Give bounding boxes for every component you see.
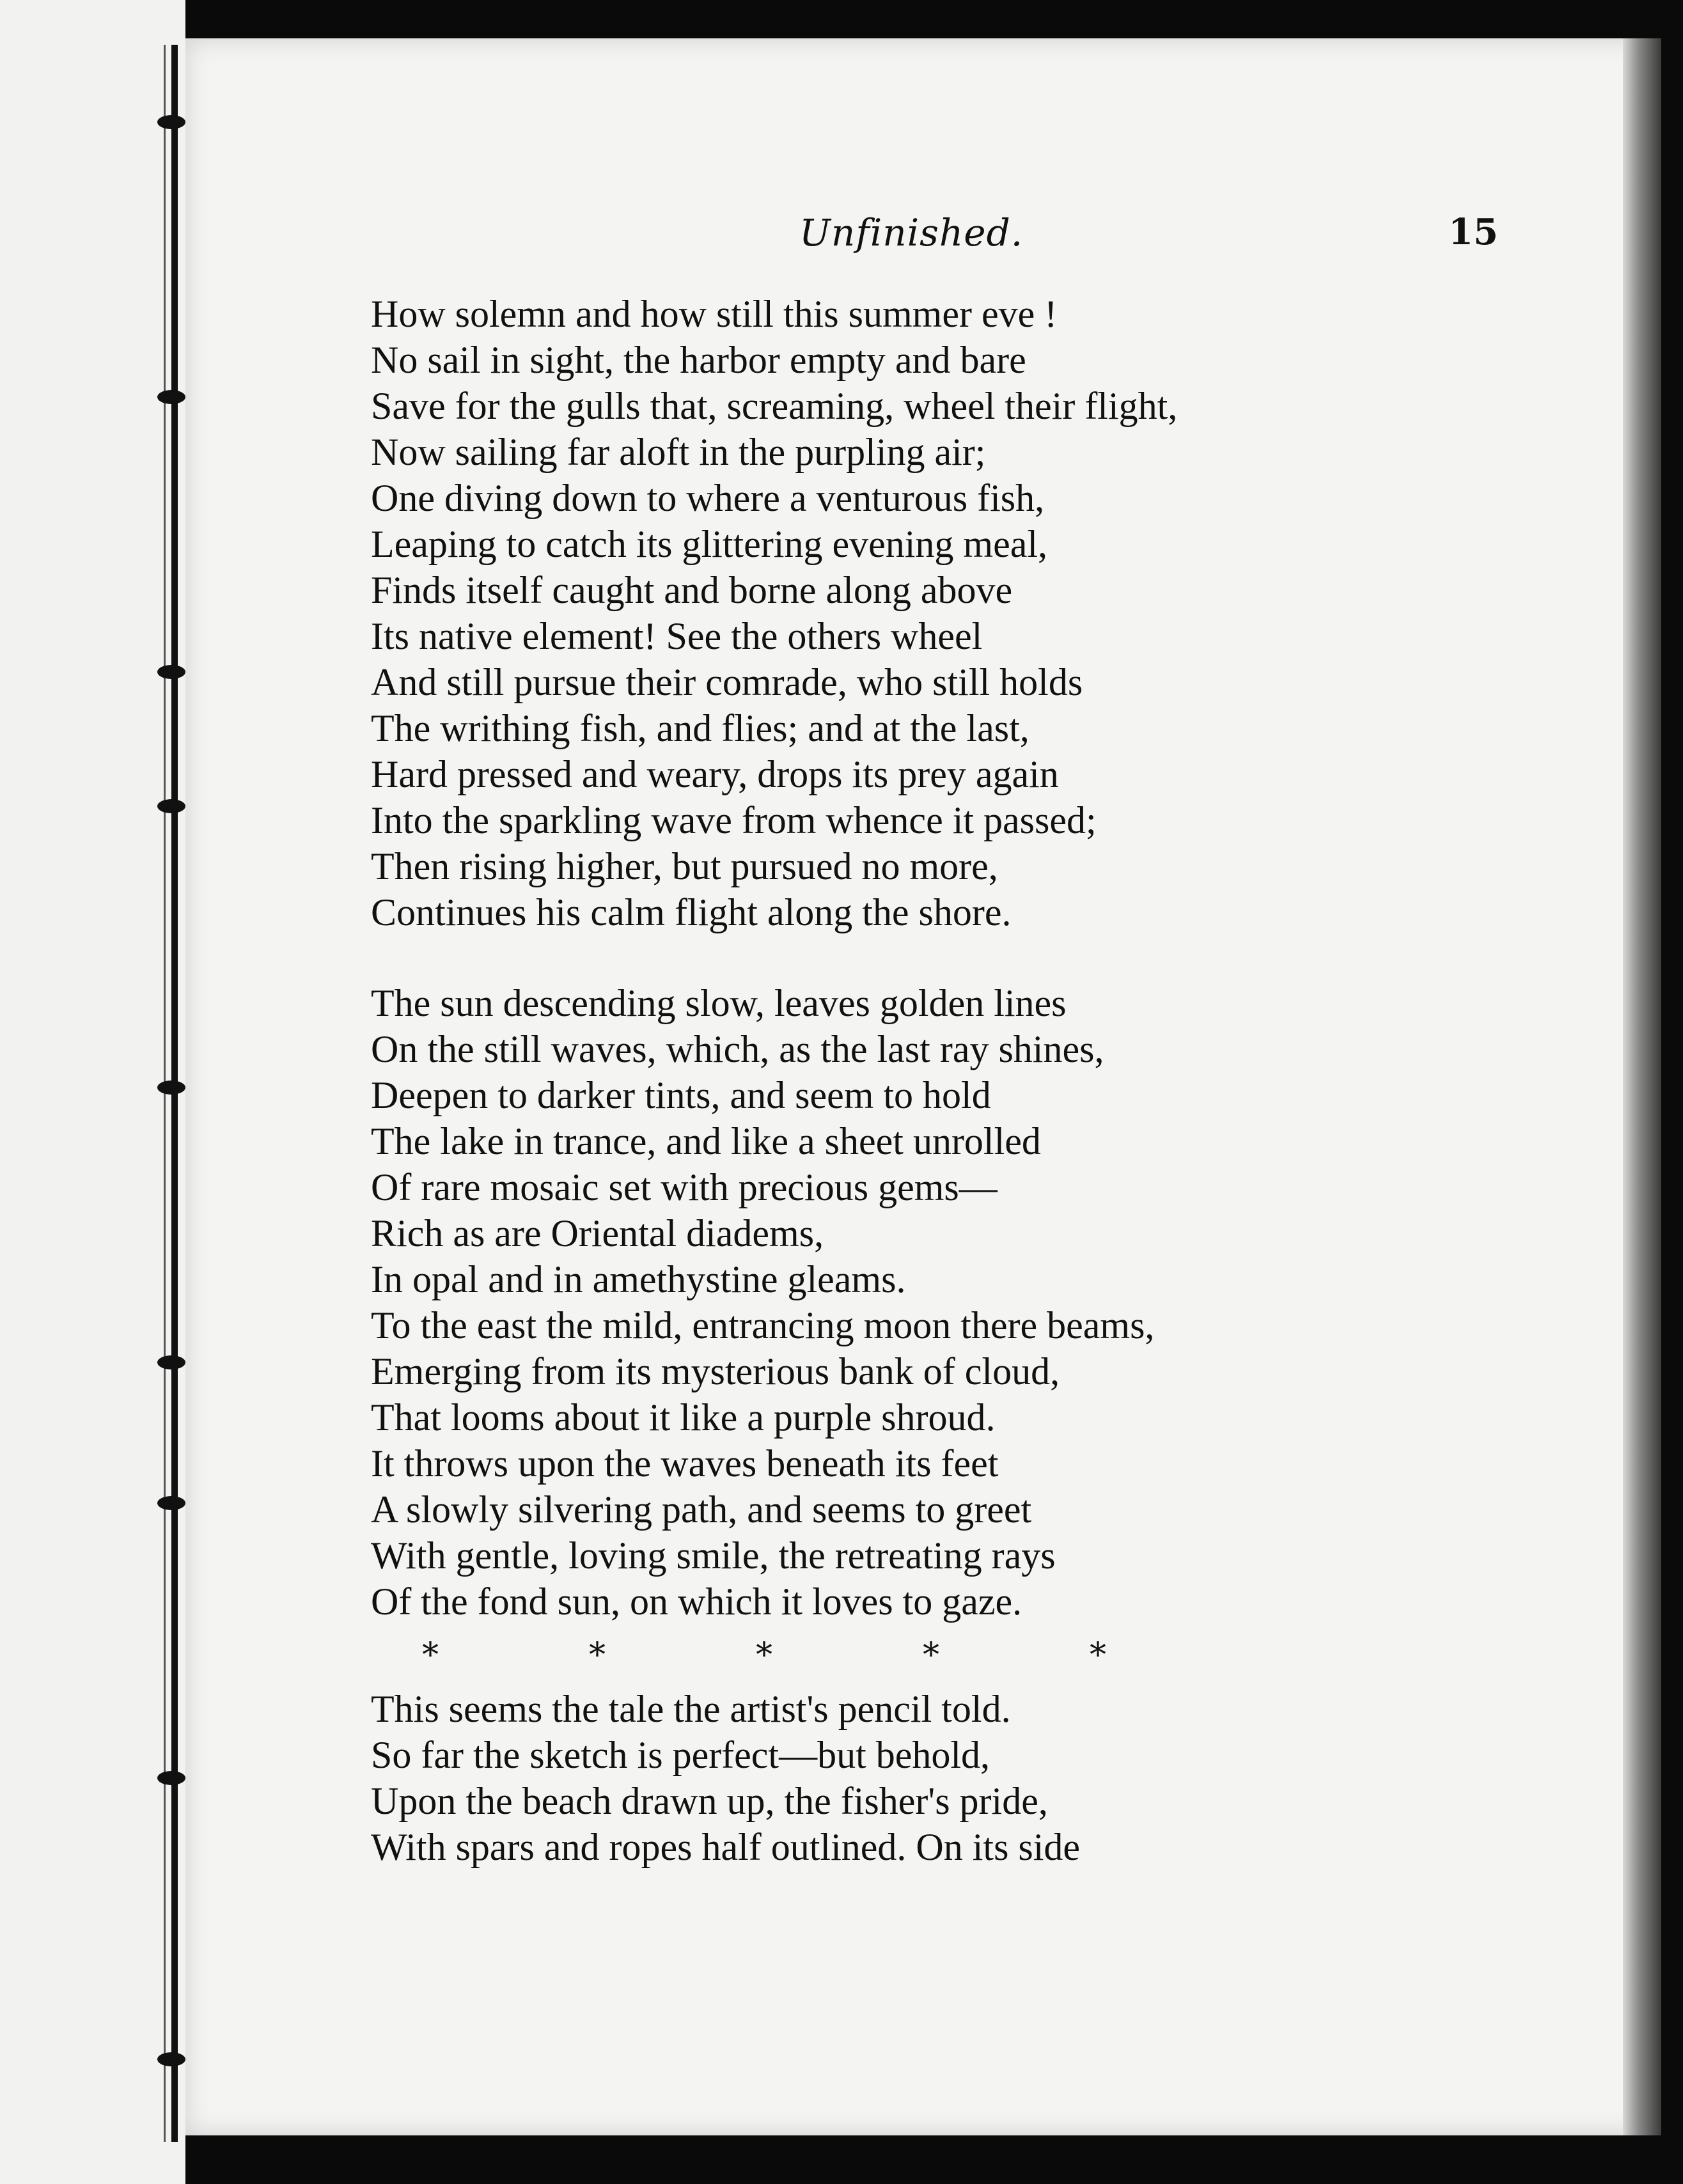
page-number: 15: [1448, 211, 1498, 253]
book-spine: [0, 0, 185, 2184]
page-edge-shadow: [1623, 38, 1661, 2135]
poem-line: With gentle, loving smile, the retreating rays: [371, 1534, 1056, 1577]
stitch-mark: [157, 1355, 185, 1369]
stanza-2: [371, 980, 1586, 1625]
poem-line: The sun descending slow, leaves golden lines: [371, 982, 1067, 1024]
poem-line: Of the fond sun, on which it loves to gaze.: [371, 1580, 1022, 1623]
book-page: [185, 38, 1661, 2135]
poem-line: On the still waves, which, as the last ray shines,: [371, 1028, 1104, 1070]
stitch-mark: [157, 665, 185, 679]
asterisk: *: [756, 1636, 772, 1674]
stitch-mark: [157, 799, 185, 813]
poem-line: Of rare mosaic set with precious gems—: [371, 1166, 998, 1208]
poem-line: This seems the tale the artist's pencil told.: [371, 1688, 1011, 1730]
page-header: [185, 211, 1661, 269]
stitch-mark: [157, 390, 185, 404]
poem-line: And still pursue their comrade, who still holds: [371, 661, 1083, 703]
stanza-break: [371, 935, 1586, 980]
poem-line: A slowly silvering path, and seems to greet: [371, 1488, 1032, 1531]
poem-line: No sail in sight, the harbor empty and bare: [371, 339, 1026, 381]
stitch-mark: [157, 1080, 185, 1095]
asterisk: *: [1090, 1636, 1106, 1674]
asterisk: *: [422, 1636, 439, 1674]
poem-line: That looms about it like a purple shroud.: [371, 1396, 996, 1439]
poem-line: How solemn and how still this summer eve !: [371, 293, 1058, 335]
poem-line: The lake in trance, and like a sheet unrolled: [371, 1120, 1041, 1162]
poem-line: One diving down to where a venturous fish,: [371, 477, 1045, 519]
poem-line: It throws upon the waves beneath its feet: [371, 1442, 999, 1485]
poem-line: Then rising higher, but pursued no more,: [371, 845, 998, 887]
stanza-1: [371, 291, 1586, 935]
asterisk: *: [923, 1636, 939, 1674]
poem-line: Upon the beach drawn up, the fisher's pride,: [371, 1780, 1048, 1822]
section-separator: [422, 1625, 1106, 1686]
poem-line: So far the sketch is perfect—but behold,: [371, 1734, 990, 1776]
asterisk: *: [589, 1636, 606, 1674]
stanza-3: [371, 1686, 1586, 1870]
stitch-mark: [157, 2052, 185, 2066]
stitch-mark: [157, 1771, 185, 1785]
poem-line: In opal and in amethystine gleams.: [371, 1258, 906, 1300]
stitch-mark: [157, 115, 185, 129]
poem-line: Into the sparkling wave from whence it passed;: [371, 799, 1097, 841]
poem-line: Hard pressed and weary, drops its prey again: [371, 753, 1059, 795]
poem-line: Its native element! See the others wheel: [371, 615, 983, 657]
poem-line: The writhing fish, and flies; and at the last,: [371, 707, 1029, 749]
poem-line: Continues his calm flight along the shore.: [371, 891, 1012, 933]
poem-line: Rich as are Oriental diadems,: [371, 1212, 824, 1254]
poem-line: Finds itself caught and borne along above: [371, 569, 1013, 611]
poem-line: Now sailing far aloft in the purpling air;: [371, 431, 986, 473]
poem-body: [371, 291, 1586, 1870]
poem-line: Deepen to darker tints, and seem to hold: [371, 1074, 991, 1116]
poem-line: Emerging from its mysterious bank of cloud,: [371, 1350, 1060, 1392]
poem-line: To the east the mild, entrancing moon there beams,: [371, 1304, 1155, 1346]
poem-line: Leaping to catch its glittering evening meal,: [371, 523, 1047, 565]
poem-line: Save for the gulls that, screaming, wheel their flight,: [371, 385, 1178, 427]
running-title: Unfinished.: [799, 211, 1024, 254]
stitch-mark: [157, 1496, 185, 1510]
poem-line: With spars and ropes half outlined. On its side: [371, 1826, 1081, 1868]
